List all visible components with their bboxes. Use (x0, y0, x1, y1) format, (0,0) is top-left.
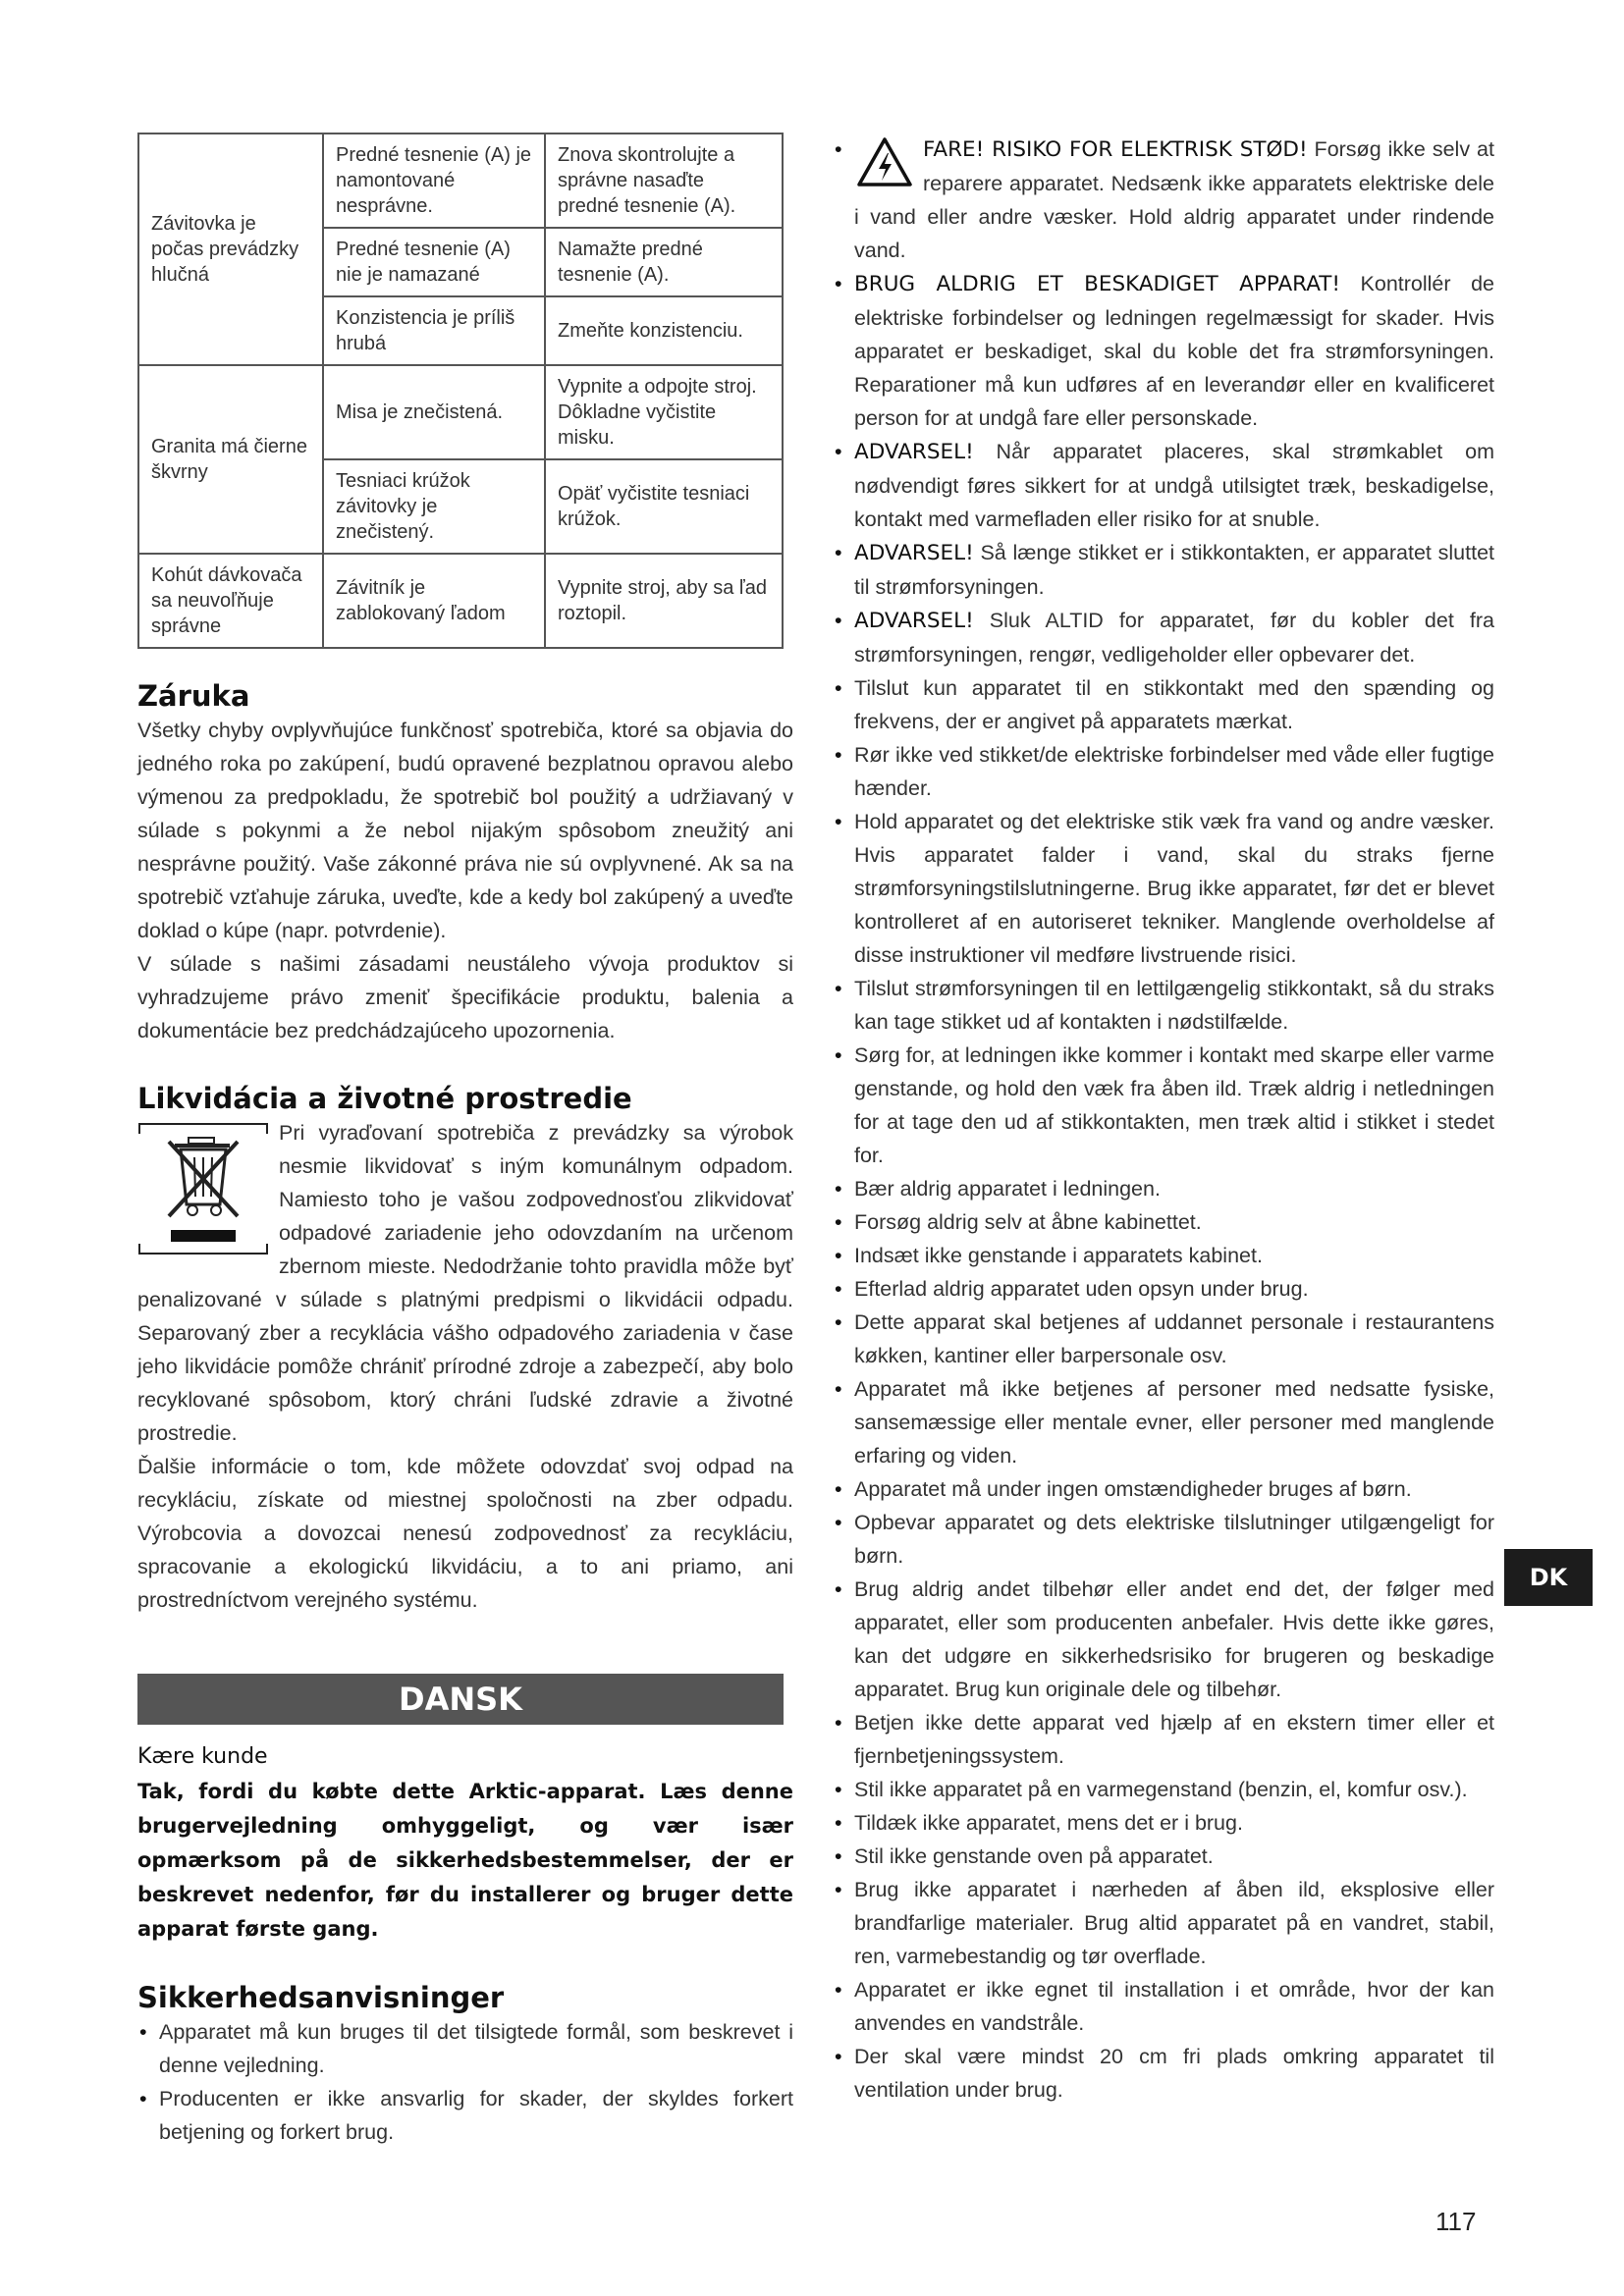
list-item: • Efterlad aldrig apparatet uden opsyn under brug. (833, 1272, 1494, 1306)
right-column (833, 133, 1494, 2107)
warning-label: ADVARSEL! (854, 541, 974, 565)
list-item: • Stil ikke genstande oven på apparatet. (833, 1840, 1494, 1873)
warning-text: Så længe stikket er i stikkontakten, er apparatet sluttet til strømforsyningen. (854, 541, 1494, 599)
list-item (833, 536, 1494, 604)
list-item: • Tilslut strømforsyningen til en lettilgængelig stikkontakt, så du straks kan tage stikket ud af kontakten i nødstilfælde. (833, 972, 1494, 1039)
warranty-heading: Záruka (137, 679, 250, 713)
list-item: • Stil ikke apparatet på en varmegenstand (benzin, el, komfur osv.). (833, 1773, 1494, 1806)
list-item: • Betjen ikke dette apparat ved hjælp af en ekstern timer eller et fjernbetjeningssystem. (833, 1706, 1494, 1773)
problem-cell: Granita má čierne škvrny (138, 365, 323, 554)
list-item: • Brug aldrig andet tilbehør eller andet end det, der følger med apparatet, eller som producenten anbefaler. Hvis dette ikke gøres, kan det udgøre en sikkerhedsrisiko for brugeren og beskadige apparatet. Brug kun originale dele og tilbehør. (833, 1573, 1494, 1706)
weee-bin-icon (137, 1120, 269, 1257)
list-item: • Apparatet er ikke egnet til installation i et område, hvor der kan anvendes en vandstråle. (833, 1973, 1494, 2040)
list-item: • Hold apparatet og det elektriske stik væk fra vand og andre væsker. Hvis apparatet falder i vand, skal du straks fjerne strømforsyningstilslutningerne. Brug ikke apparatet, før det er blevet kontrolleret af en autoriseret tekniker. Manglende overholdelse af disse instruktioner vil medføre livstruende risici. (833, 805, 1494, 972)
disposal-paragraph: Pri vyraďovaní spotrebiča z prevádzky sa výrobok nesmie likvidovať s iným komunálnym odpadom. Namiesto toho je vašou zodpovednosťou zlikvidovať odpadové zariadenie jeho odovzdaním na určenom zbernom mieste. Nedodržanie tohto pravidla môže byť penalizované v súlade s platnými predpismi o likvidácii odpadu. Separovaný zber a recyklácia vášho odpadového zariadenia v čase jeho likvidácie pomôže chrániť prírodné zdroje a zabezpečí, aby bolo recyklované spôsobom, ktorý chráni ľudské zdravie a životné prostredie. (137, 1121, 793, 1445)
remedy-cell: Namažte predné tesnenie (A). (545, 228, 783, 296)
list-item: • Brug ikke apparatet i nærheden af åben ild, eksplosive eller brandfarlige materialer. Brug altid apparatet på en vandret, stabil, ren, varmebestandig og tør overflade. (833, 1873, 1494, 1973)
cause-cell: Predné tesnenie (A) nie je namazané (323, 228, 545, 296)
list-item: • Apparatet må under ingen omstændigheder bruges af børn. (833, 1472, 1494, 1506)
warning-text: Når apparatet placeres, skal strømkablet om nødvendigt føres sikkert for at undgå utilsigtet træk, beskadigelse, kontakt med varmefladen eller risiko for at snuble. (854, 440, 1494, 531)
list-item (833, 267, 1494, 435)
list-item (833, 435, 1494, 536)
greeting: Kære kunde (137, 1744, 268, 1769)
table-row (138, 365, 783, 459)
warning-label: FARE! RISIKO FOR ELEKTRISK STØD! (923, 137, 1308, 162)
list-item: • Bær aldrig apparatet i ledningen. (833, 1172, 1494, 1205)
remedy-cell: Vypnite a odpojte stroj. Dôkladne vyčistite misku. (545, 365, 783, 459)
list-item: • Der skal være mindst 20 cm fri plads omkring apparatet til ventilation under brug. (833, 2040, 1494, 2107)
list-item: • Opbevar apparatet og dets elektriske tilslutninger utilgængeligt for børn. (833, 1506, 1494, 1573)
safety-list-left (137, 2015, 793, 2149)
cause-cell: Predné tesnenie (A) je namontované nesprávne. (323, 133, 545, 228)
table-row (138, 554, 783, 648)
list-item: • Sørg for, at ledningen ikke kommer i kontakt med skarpe eller varme genstande, og hold den væk fra åben ild. Træk aldrig i netledningen for at tage den ud af stikkontakten, men træk altid i stikket i stedet for. (833, 1039, 1494, 1172)
safety-list-right (833, 133, 1494, 2107)
left-column (137, 133, 793, 2149)
list-item: • Indsæt ikke genstande i apparatets kabinet. (833, 1239, 1494, 1272)
list-item: • Apparatet må kun bruges til det tilsigtede formål, som beskrevet i denne vejledning. (137, 2015, 793, 2082)
warning-text: Kontrollér de elektriske forbindelser og ledningen regelmæssigt for skader. Hvis apparatet er beskadiget, skal du koble det fra strømforsyningen. Reparationer må kun udføres af en leverandør eller en kvalificeret person for at undgå fare eller personskade. (854, 272, 1494, 430)
warning-label: BRUG ALDRIG ET BESKADIGET APPARAT! (854, 272, 1341, 296)
page-number: 117 (1435, 2207, 1477, 2236)
problem-cell: Kohút dávkovača sa neuvoľňuje správne (138, 554, 323, 648)
warning-label: ADVARSEL! (854, 440, 974, 464)
safety-heading: Sikkerhedsanvisninger (137, 1981, 505, 2014)
list-item (833, 604, 1494, 671)
list-item: • Dette apparat skal betjenes af uddannet personale i restaurantens køkken, kantiner eller barpersonale osv. (833, 1306, 1494, 1372)
cause-cell: Konzistencia je príliš hrubá (323, 296, 545, 365)
table-row (138, 133, 783, 228)
cause-cell: Závitník je zablokovaný ľadom (323, 554, 545, 648)
disposal-paragraph-2: Ďalšie informácie o tom, kde môžete odovzdať svoj odpad na recykláciu, získate od miestnej spoločnosti na zber odpadu. Výrobcovia a dovozcai nenesú zodpovednosť za recykláciu, spracovanie a ekologickú likvidáciu, a to ani priamo, ani prostredníctvom verejného systému. (137, 1455, 793, 1612)
disposal-heading: Likvidácia a životné prostredie (137, 1082, 632, 1115)
remedy-cell: Opäť vyčistite tesniaci krúžok. (545, 459, 783, 554)
remedy-cell: Znova skontrolujte a správne nasaďte predné tesnenie (A). (545, 133, 783, 228)
list-item: • Forsøg aldrig selv at åbne kabinettet. (833, 1205, 1494, 1239)
remedy-cell: Zmeňte konzistenciu. (545, 296, 783, 365)
remedy-cell: Vypnite stroj, aby sa ľad roztopil. (545, 554, 783, 648)
cause-cell: Tesniaci krúžok závitovky je znečistený. (323, 459, 545, 554)
language-banner: DANSK (137, 1674, 784, 1725)
warning-text: Forsøg ikke selv at reparere apparatet. Nedsænk ikke apparatets elektriske dele i vand eller andre væsker. Hold aldrig apparatet under rindende vand. (854, 137, 1494, 262)
list-item: • Rør ikke ved stikket/de elektriske forbindelser med våde eller fugtige hænder. (833, 738, 1494, 805)
intro-paragraph: Tak, fordi du købte dette Arktic-apparat. Læs denne brugervejledning omhyggeligt, og vær især opmærksom på de sikkerhedsbestemmelser, der er beskrevet nedenfor, før du installerer og bruger dette apparat første gang. (137, 1780, 793, 1941)
problem-cell: Závitovka je počas prevádzky hlučná (138, 133, 323, 365)
warning-label: ADVARSEL! (854, 609, 974, 633)
troubleshooting-table (137, 133, 784, 649)
language-side-tab: DK (1504, 1549, 1593, 1606)
cause-cell: Misa je znečistená. (323, 365, 545, 459)
list-item: • Apparatet må ikke betjenes af personer med nedsatte fysiske, sansemæssige eller mentale evner, eller personer med manglende erfaring og viden. (833, 1372, 1494, 1472)
warranty-paragraph: Všetky chyby ovplyvňujúce funkčnosť spotrebiča, ktoré sa objavia do jedného roka po zakúpení, budú opravené bezplatnou opravou alebo výmenou za predpokladu, že spotrebič bol použitý a udržiavaný v súlade s pokynmi a že nebol nijakým spôsobom zneužitý ani nesprávne použitý. Vaše zákonné práva nie sú ovplyvnené. Ak sa na spotrebič vzťahuje záruka, uveďte, kde a kedy bol zakúpený a uveďte doklad o kúpe (napr. potvrdenie). (137, 719, 793, 942)
list-item (833, 133, 1494, 267)
list-item: • Tildæk ikke apparatet, mens det er i brug. (833, 1806, 1494, 1840)
list-item: • Tilslut kun apparatet til en stikkontakt med den spænding og frekvens, der er angivet på apparatets mærkat. (833, 671, 1494, 738)
electric-hazard-icon (856, 136, 913, 187)
warning-text: Sluk ALTID for apparatet, før du kobler det fra strømforsyningen, rengør, vedligeholder eller opbevarer det. (854, 609, 1494, 667)
list-item: • Producenten er ikke ansvarlig for skader, der skyldes forkert betjening og forkert brug. (137, 2082, 793, 2149)
warranty-paragraph-2: V súlade s našimi zásadami neustáleho vývoja produktov si vyhradzujeme právo zmeniť špecifikácie produktu, balenia a dokumentácie bez predchádzajúceho upozornenia. (137, 952, 793, 1042)
disposal-section (137, 1116, 793, 1617)
